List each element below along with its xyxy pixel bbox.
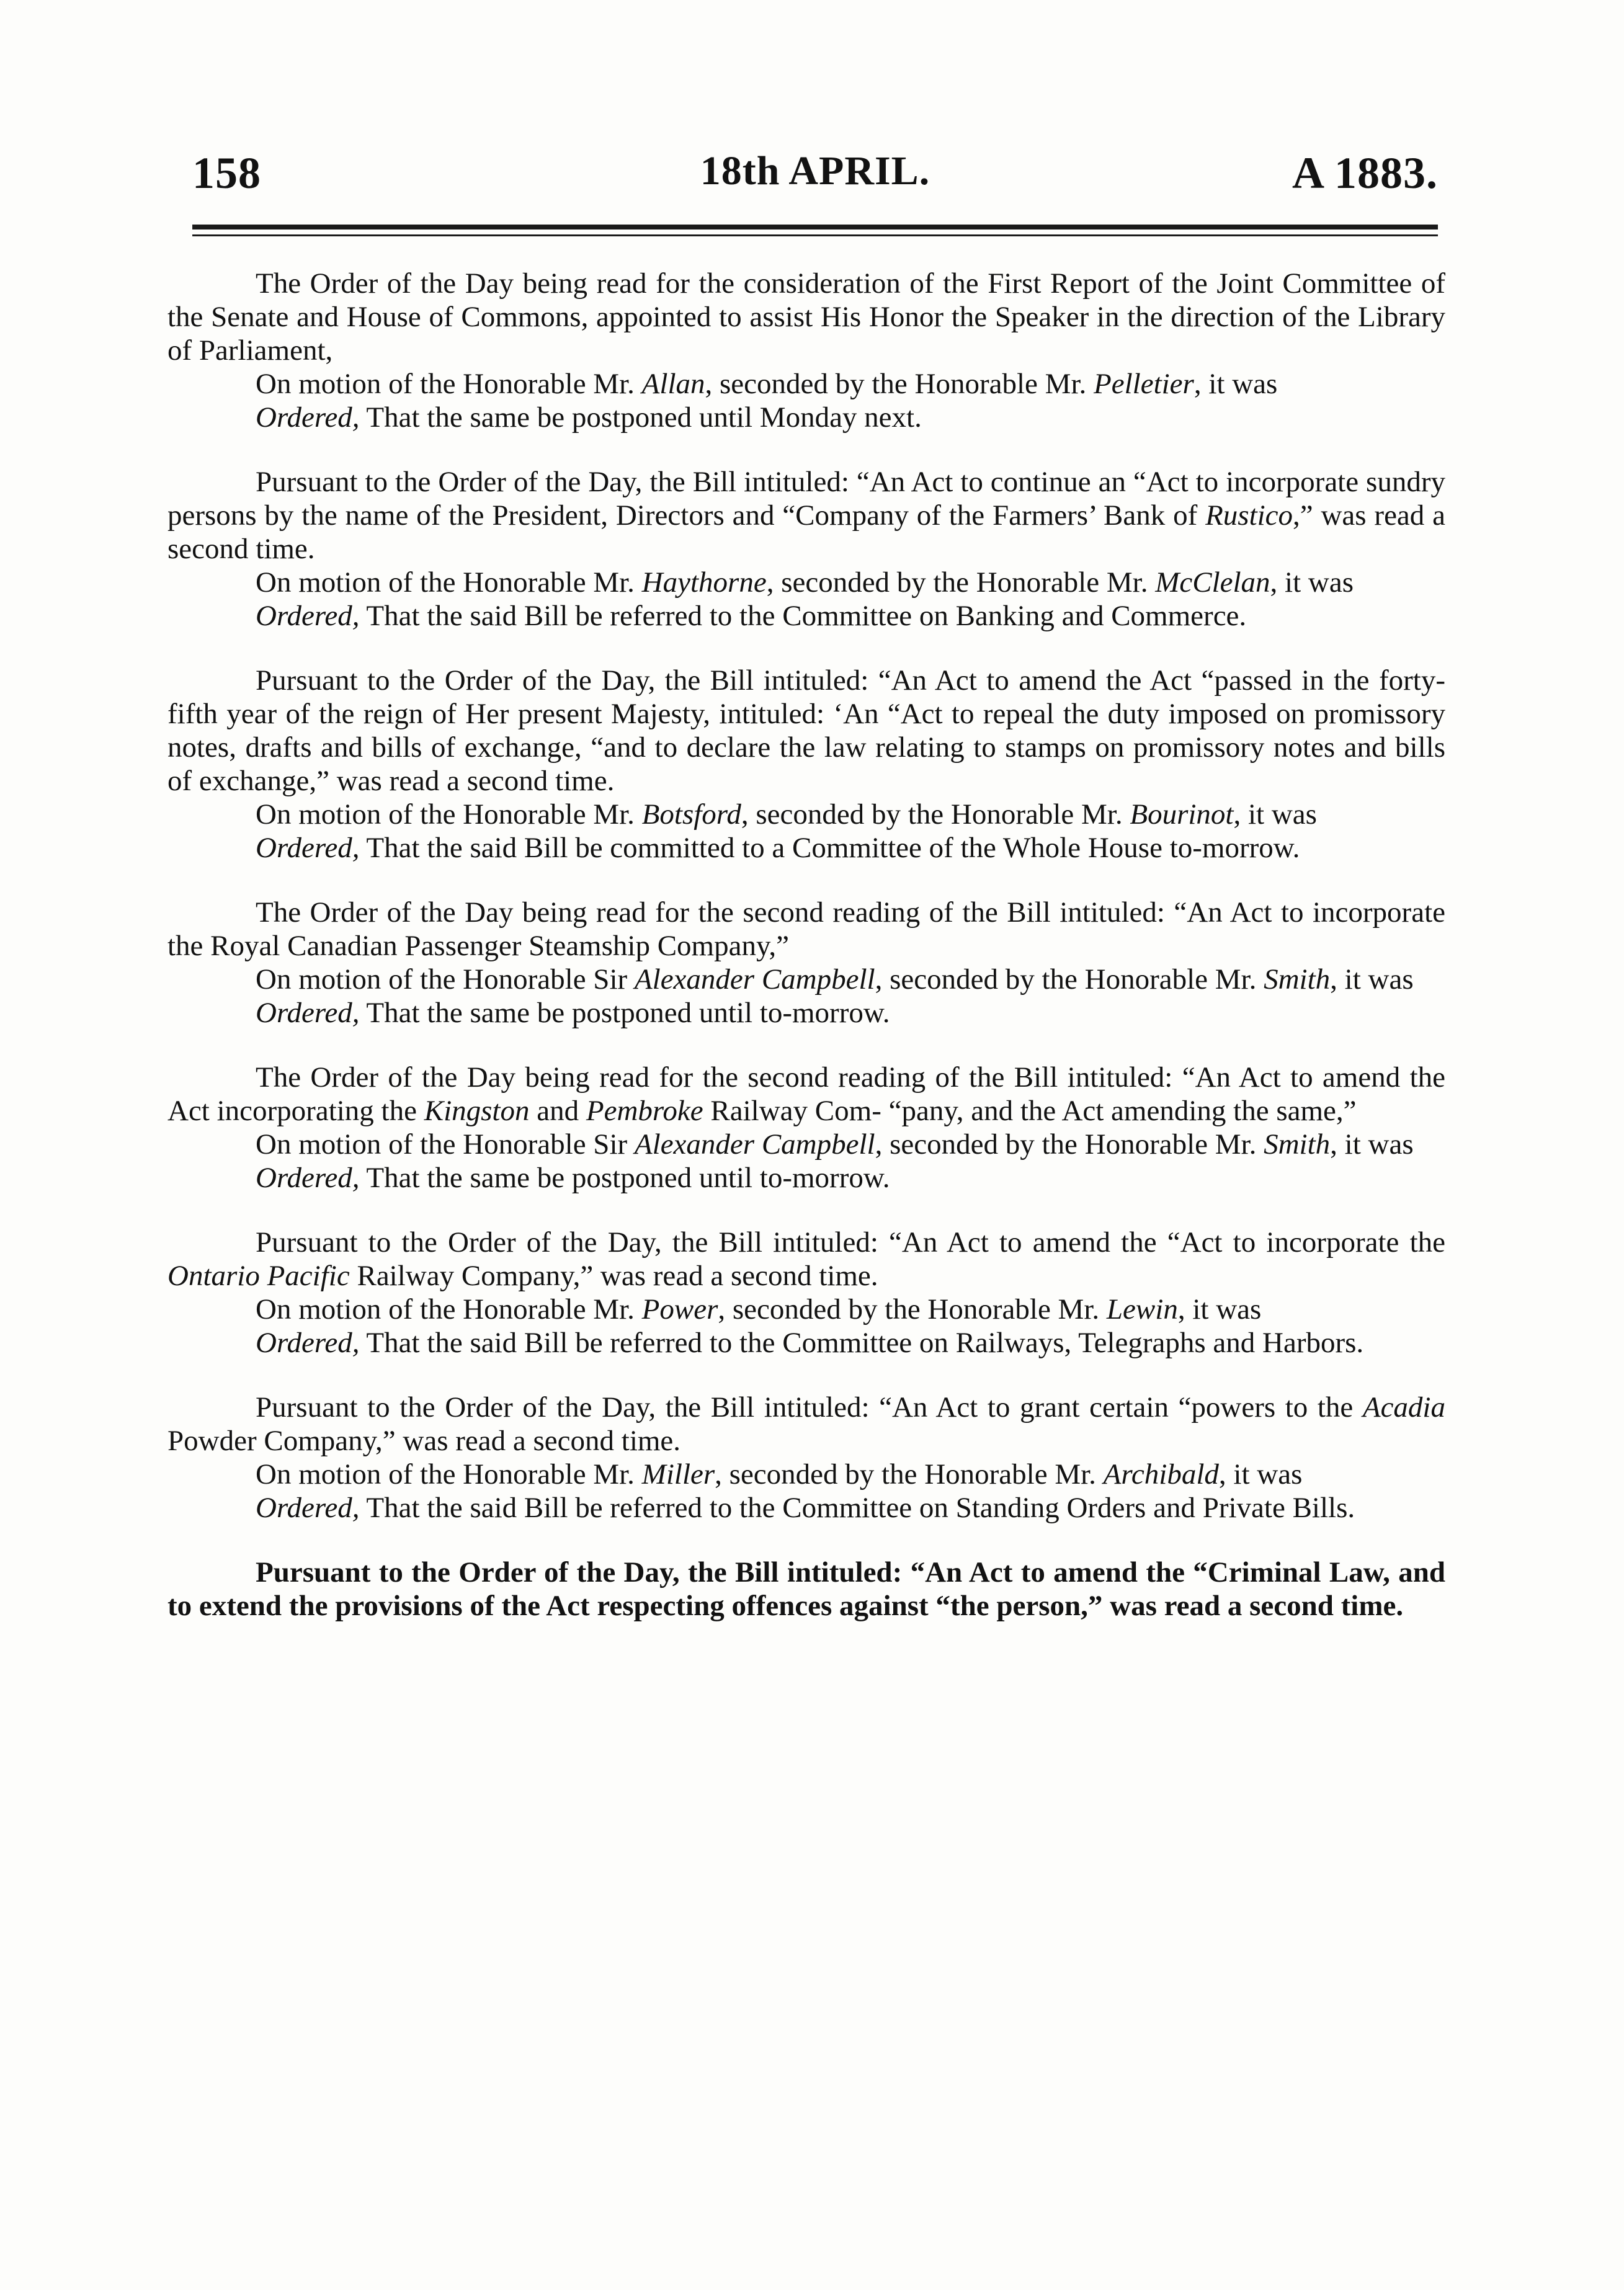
- order-text: That the said Bill be committed to a Committee of the Whole House to-morrow.: [359, 832, 1300, 864]
- entry-motion: [167, 1458, 1445, 1491]
- entry-motion: [167, 566, 1445, 599]
- journal-entry: [167, 267, 1445, 434]
- entry-intro: [167, 1391, 1445, 1458]
- entry-order: [167, 831, 1445, 865]
- entry-intro-text: Pursuant to the Order of the Day, the Bill intituled: “An Act to continue an “Act to incorporate sundry persons by the name of the President, Directors and “Company of the Farmers’ Bank of: [167, 466, 1445, 532]
- motion-mover: Alexander Campbell: [634, 1128, 875, 1161]
- order-label: Ordered,: [256, 1492, 360, 1524]
- motion-mid: , seconded by the Honorable Mr.: [766, 566, 1156, 599]
- order-text: That the same be postponed until to-morrow.: [359, 1162, 890, 1194]
- journal-body: [167, 267, 1445, 1654]
- journal-entry: [167, 1391, 1445, 1525]
- order-text: That the said Bill be referred to the Committee on Standing Orders and Private Bills.: [359, 1492, 1355, 1524]
- entry-order: [167, 1491, 1445, 1525]
- entry-intro-italic: Acadia: [1362, 1391, 1445, 1423]
- header-year: A 1883.: [1292, 148, 1438, 198]
- entry-intro-italic: Rustico: [1205, 499, 1293, 532]
- motion-mid: , seconded by the Honorable Mr.: [875, 1128, 1264, 1161]
- entry-intro: [167, 896, 1445, 963]
- journal-entry: [167, 896, 1445, 1030]
- entry-intro: [167, 1556, 1445, 1623]
- journal-entry: [167, 1556, 1445, 1623]
- motion-mover: Miller: [641, 1458, 715, 1490]
- journal-entry: [167, 1226, 1445, 1360]
- entry-intro-end: Railway Company,” was read a second time.: [349, 1260, 878, 1292]
- entry-intro: [167, 664, 1445, 798]
- entry-intro-end: ,” was read a second time.: [167, 499, 1445, 565]
- entry-motion: [167, 367, 1445, 401]
- motion-mover: Haythorne: [641, 566, 767, 599]
- motion-suffix: , it was: [1218, 1458, 1303, 1490]
- header-date: 18th APRIL.: [700, 148, 930, 194]
- motion-prefix: On motion of the Honorable Sir: [256, 1128, 635, 1161]
- entry-intro-italic: Kingston: [424, 1095, 530, 1127]
- order-label: Ordered,: [256, 832, 360, 864]
- entry-motion: [167, 963, 1445, 996]
- journal-entry: [167, 1061, 1445, 1195]
- order-text: That the same be postponed until Monday next.: [359, 401, 922, 434]
- page-number: 158: [192, 148, 261, 198]
- entry-intro-text: Pursuant to the Order of the Day, the Bill intituled: “An Act to grant certain “powers to the: [256, 1391, 1363, 1423]
- motion-seconder: Lewin: [1106, 1293, 1178, 1325]
- order-text: That the said Bill be referred to the Committee on Banking and Commerce.: [359, 600, 1247, 632]
- motion-prefix: On motion of the Honorable Mr.: [256, 1293, 642, 1325]
- entry-intro-text: Pursuant to the Order of the Day, the Bill intituled: “An Act to amend the Act “passed in the forty-fifth year of the reign of Her present Majesty, intituled: ‘An “Act to repeal the duty imposed on promissory notes, drafts and bills of exchange, “and to declare the law relating to stamps on promissory notes and bills of exchange,” was read a second time.: [167, 664, 1445, 797]
- entry-motion: [167, 1293, 1445, 1326]
- motion-mid: , seconded by the Honorable Mr.: [875, 963, 1264, 996]
- entry-intro-italic-2: Pembroke: [586, 1095, 703, 1127]
- motion-mover: Power: [641, 1293, 718, 1325]
- motion-suffix: , it was: [1330, 1128, 1414, 1161]
- header-rule-thick: [192, 225, 1438, 229]
- motion-mid: , seconded by the Honorable Mr.: [705, 368, 1094, 400]
- entry-intro-italic: Ontario Pacific: [167, 1260, 350, 1292]
- entry-motion: [167, 798, 1445, 831]
- motion-mid: , seconded by the Honorable Mr.: [718, 1293, 1107, 1325]
- entry-order: [167, 401, 1445, 434]
- motion-prefix: On motion of the Honorable Mr.: [256, 368, 642, 400]
- entry-intro-end: Railway Com- “pany, and the Act amending the same,”: [703, 1095, 1357, 1127]
- entry-intro-text: The Order of the Day being read for the second reading of the Bill intituled: “An Act to amend the Act incorporating the: [167, 1061, 1445, 1127]
- motion-suffix: , it was: [1233, 798, 1317, 831]
- page-header: [192, 148, 1438, 216]
- entry-intro: [167, 465, 1445, 566]
- motion-mid: , seconded by the Honorable Mr.: [715, 1458, 1104, 1490]
- motion-suffix: , it was: [1193, 368, 1278, 400]
- entry-intro-end: Powder Company,” was read a second time.: [167, 1425, 681, 1457]
- motion-suffix: , it was: [1177, 1293, 1262, 1325]
- order-text: That the said Bill be referred to the Committee on Railways, Telegraphs and Harbors.: [359, 1327, 1364, 1359]
- motion-seconder: Bourinot: [1130, 798, 1234, 831]
- entry-order: [167, 1161, 1445, 1195]
- motion-mid: , seconded by the Honorable Mr.: [741, 798, 1130, 831]
- header-rule-thin: [192, 234, 1438, 236]
- journal-entry: [167, 465, 1445, 633]
- entry-intro: [167, 1061, 1445, 1128]
- motion-seconder: Smith: [1264, 1128, 1331, 1161]
- motion-prefix: On motion of the Honorable Mr.: [256, 1458, 642, 1490]
- order-label: Ordered,: [256, 997, 360, 1029]
- entry-intro-text: The Order of the Day being read for the consideration of the First Report of the Joint Committee of the Senate and House of Commons, appointed to assist His Honor the Speaker in the direction of the Library of Parliament,: [167, 267, 1445, 367]
- motion-seconder: McClelan: [1155, 566, 1270, 599]
- motion-prefix: On motion of the Honorable Mr.: [256, 798, 642, 831]
- motion-mover: Allan: [641, 368, 705, 400]
- entry-intro-text: Pursuant to the Order of the Day, the Bill intituled: “An Act to amend the “Criminal Law, and to extend the provisions of the Act respecting offences against “the person,” was read a second time.: [167, 1556, 1445, 1622]
- entry-intro-mid: and: [529, 1095, 586, 1127]
- motion-prefix: On motion of the Honorable Mr.: [256, 566, 642, 599]
- motion-prefix: On motion of the Honorable Sir: [256, 963, 635, 996]
- motion-seconder: Smith: [1264, 963, 1331, 996]
- journal-entry: [167, 664, 1445, 865]
- entry-motion: [167, 1128, 1445, 1161]
- motion-seconder: Pelletier: [1094, 368, 1194, 400]
- motion-suffix: , it was: [1270, 566, 1354, 599]
- motion-mover: Alexander Campbell: [634, 963, 875, 996]
- entry-order: [167, 599, 1445, 633]
- order-label: Ordered,: [256, 1327, 360, 1359]
- entry-intro: [167, 267, 1445, 367]
- entry-intro: [167, 1226, 1445, 1293]
- entry-order: [167, 996, 1445, 1030]
- entry-order: [167, 1326, 1445, 1360]
- entry-intro-text: The Order of the Day being read for the second reading of the Bill intituled: “An Act to incorporate the Royal Canadian Passenger Steamship Company,”: [167, 896, 1445, 962]
- motion-seconder: Archibald: [1103, 1458, 1219, 1490]
- entry-intro-text: Pursuant to the Order of the Day, the Bill intituled: “An Act to amend the “Act to incorporate the: [256, 1226, 1445, 1259]
- order-text: That the same be postponed until to-morrow.: [359, 997, 890, 1029]
- motion-suffix: , it was: [1330, 963, 1414, 996]
- order-label: Ordered,: [256, 401, 360, 434]
- order-label: Ordered,: [256, 1162, 360, 1194]
- order-label: Ordered,: [256, 600, 360, 632]
- motion-mover: Botsford: [641, 798, 741, 831]
